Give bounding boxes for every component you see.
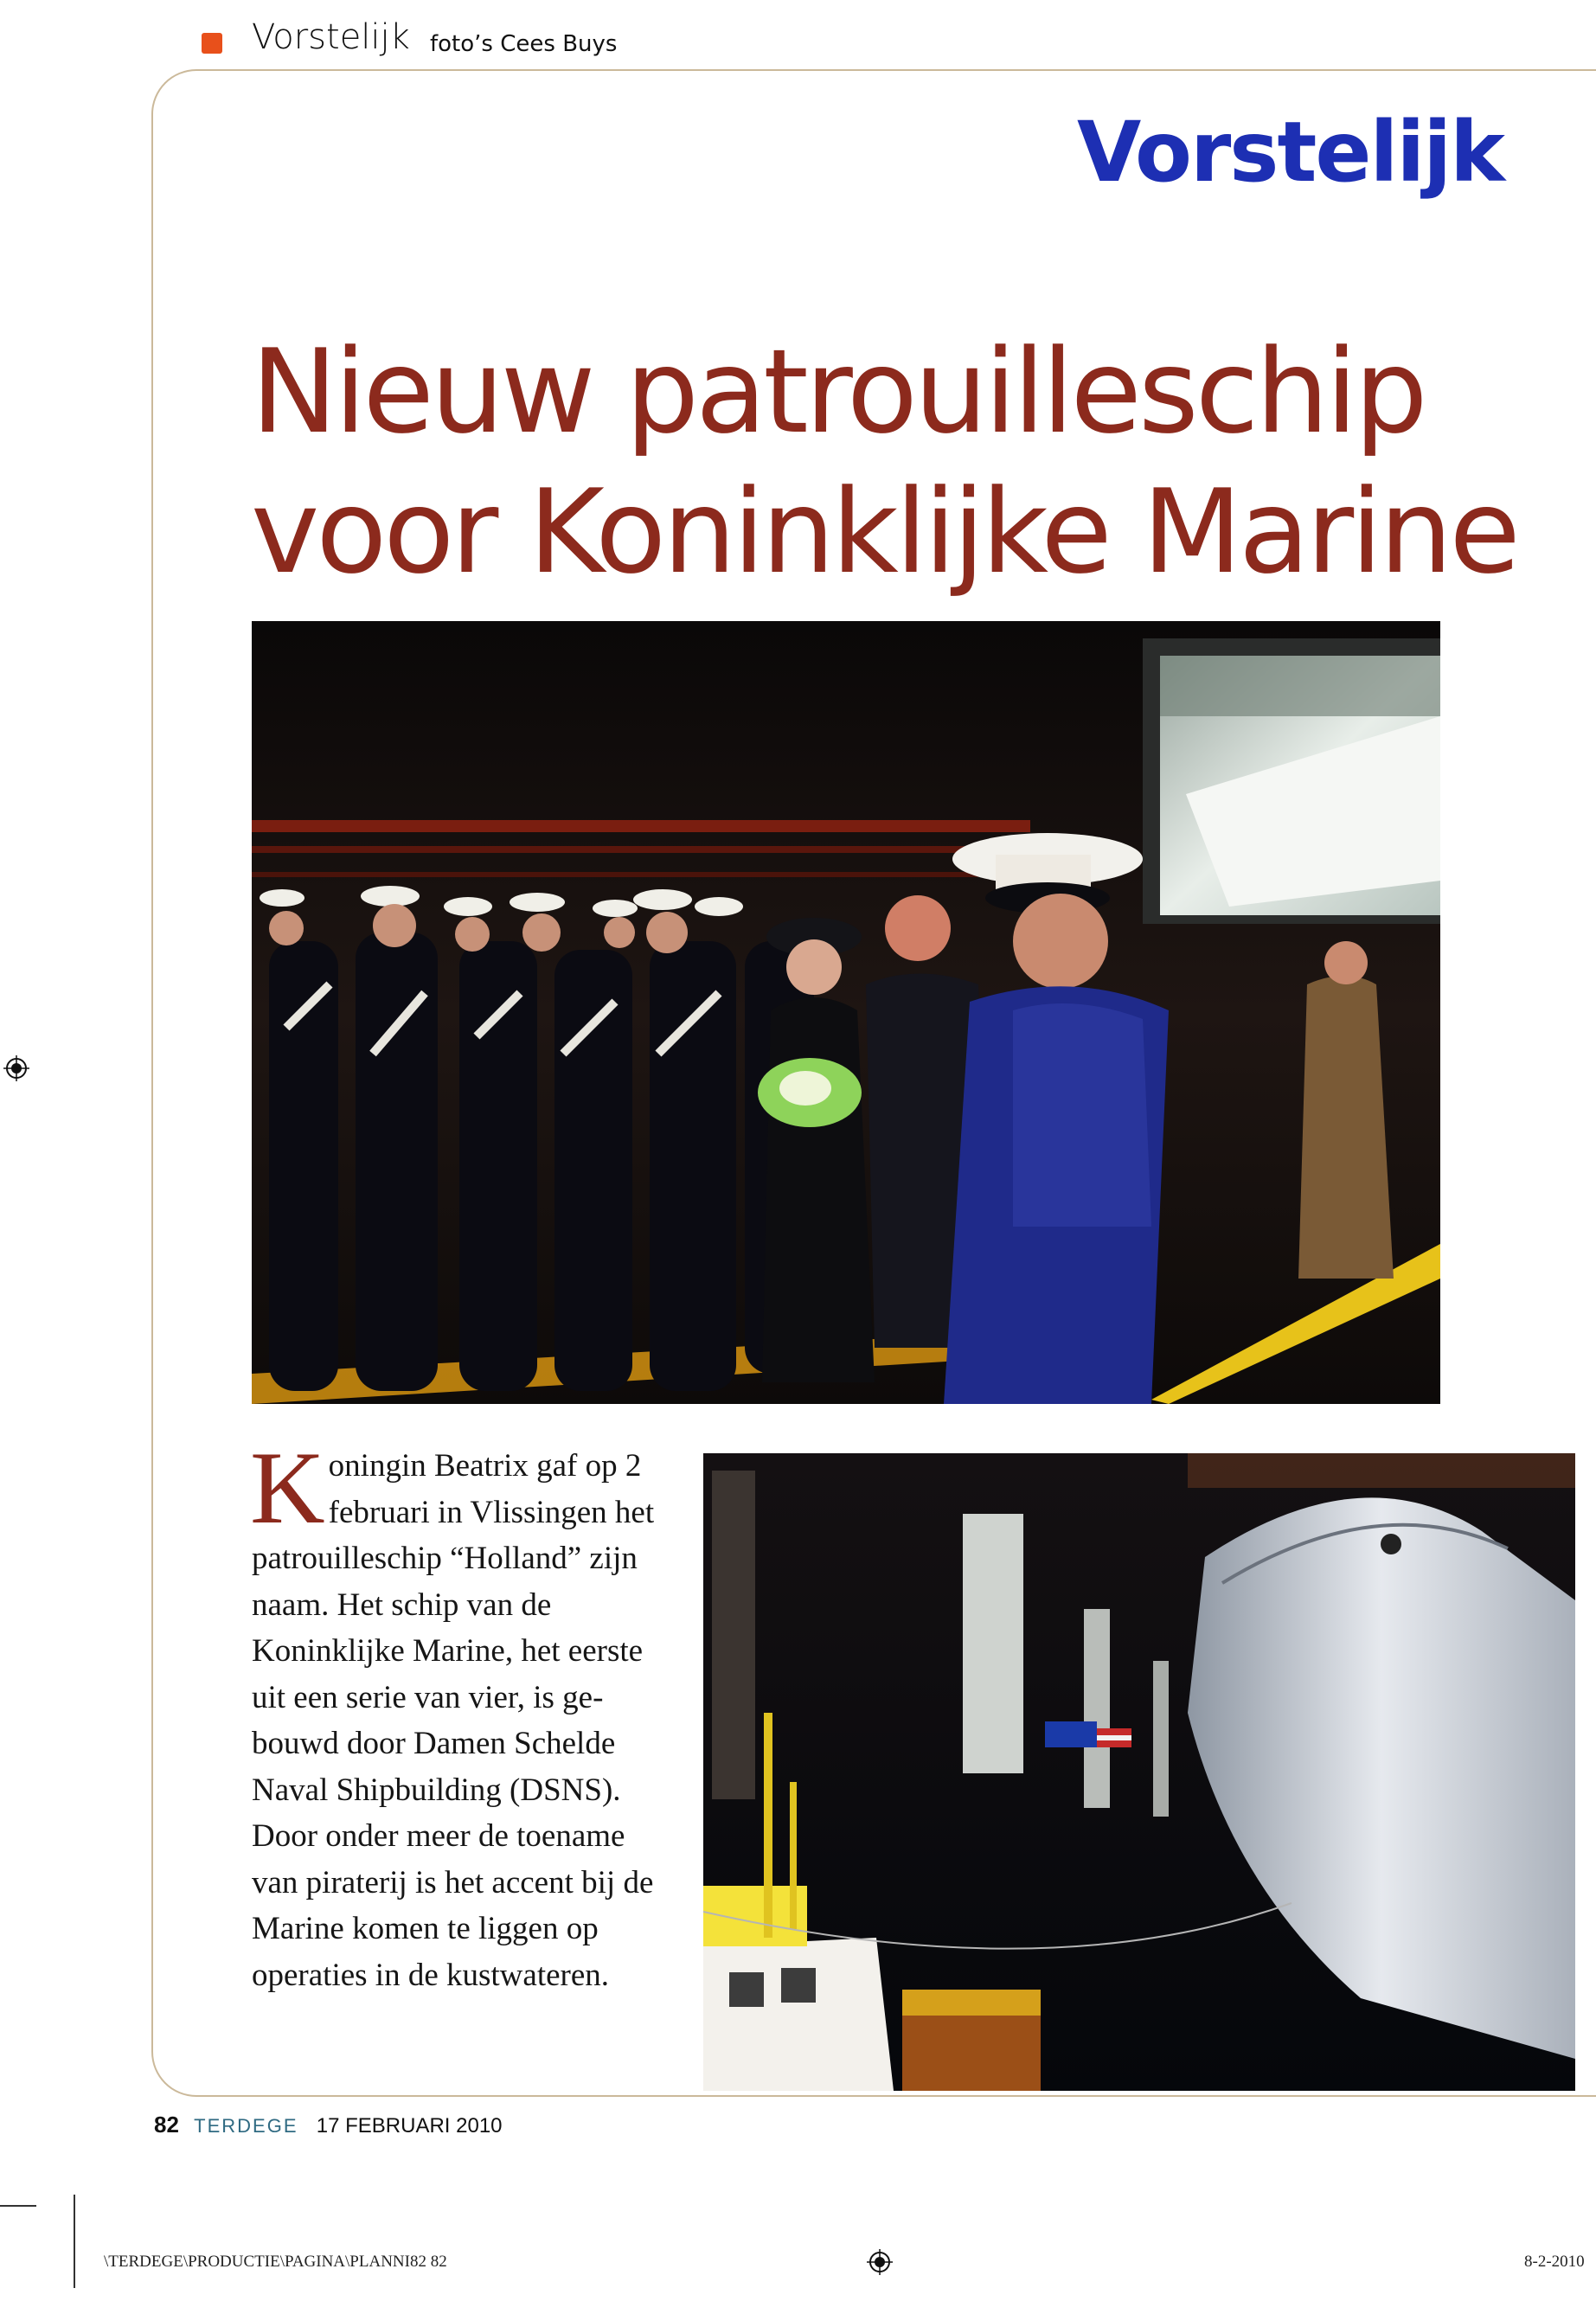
magazine-name: TERDEGE (194, 2115, 298, 2137)
page-number: 82 (154, 2112, 179, 2138)
article-body (250, 1430, 673, 1998)
section-logo: Vorstelijk (1076, 104, 1503, 201)
ship-hull-photo (703, 1453, 1575, 2091)
headline-line-2: voor Koninklijke Marine (251, 465, 1517, 599)
article-text: oningin Beatrix gaf op 2 februari in Vlissingen het patrouilleschip “Holland” zijn naam. Het schip van de Koninklijke Marine, het eerste uit een serie van vier, is ge-bouwd door Damen Schelde Naval Shipbuilding (DSNS). Door onder meer de toename van piraterij is het accent bij de Marine komen te liggen op operaties in de kustwateren. (252, 1448, 655, 1993)
crop-mark (74, 2195, 75, 2288)
registration-mark-icon (867, 2249, 893, 2275)
running-header-section: Vorstelijk (252, 17, 410, 57)
headline-line-1: Nieuw patrouilleschip (251, 324, 1425, 459)
ceremony-photo (252, 621, 1440, 1404)
photo-credit: foto’s Cees Buys (430, 31, 618, 57)
issue-date: 17 FEBRUARI 2010 (316, 2114, 503, 2138)
page-title (251, 322, 1548, 602)
folio (154, 2112, 503, 2138)
crop-mark (0, 2205, 36, 2207)
section-marker-icon (202, 33, 222, 54)
registration-mark-icon (3, 1055, 29, 1081)
print-slug-date: 8-2-2010 (1524, 2253, 1585, 2271)
print-slug-path: \TERDEGE\PRODUCTIE\PAGINA\PLANNI82 82 (104, 2253, 447, 2271)
drop-cap: K (250, 1430, 325, 1545)
